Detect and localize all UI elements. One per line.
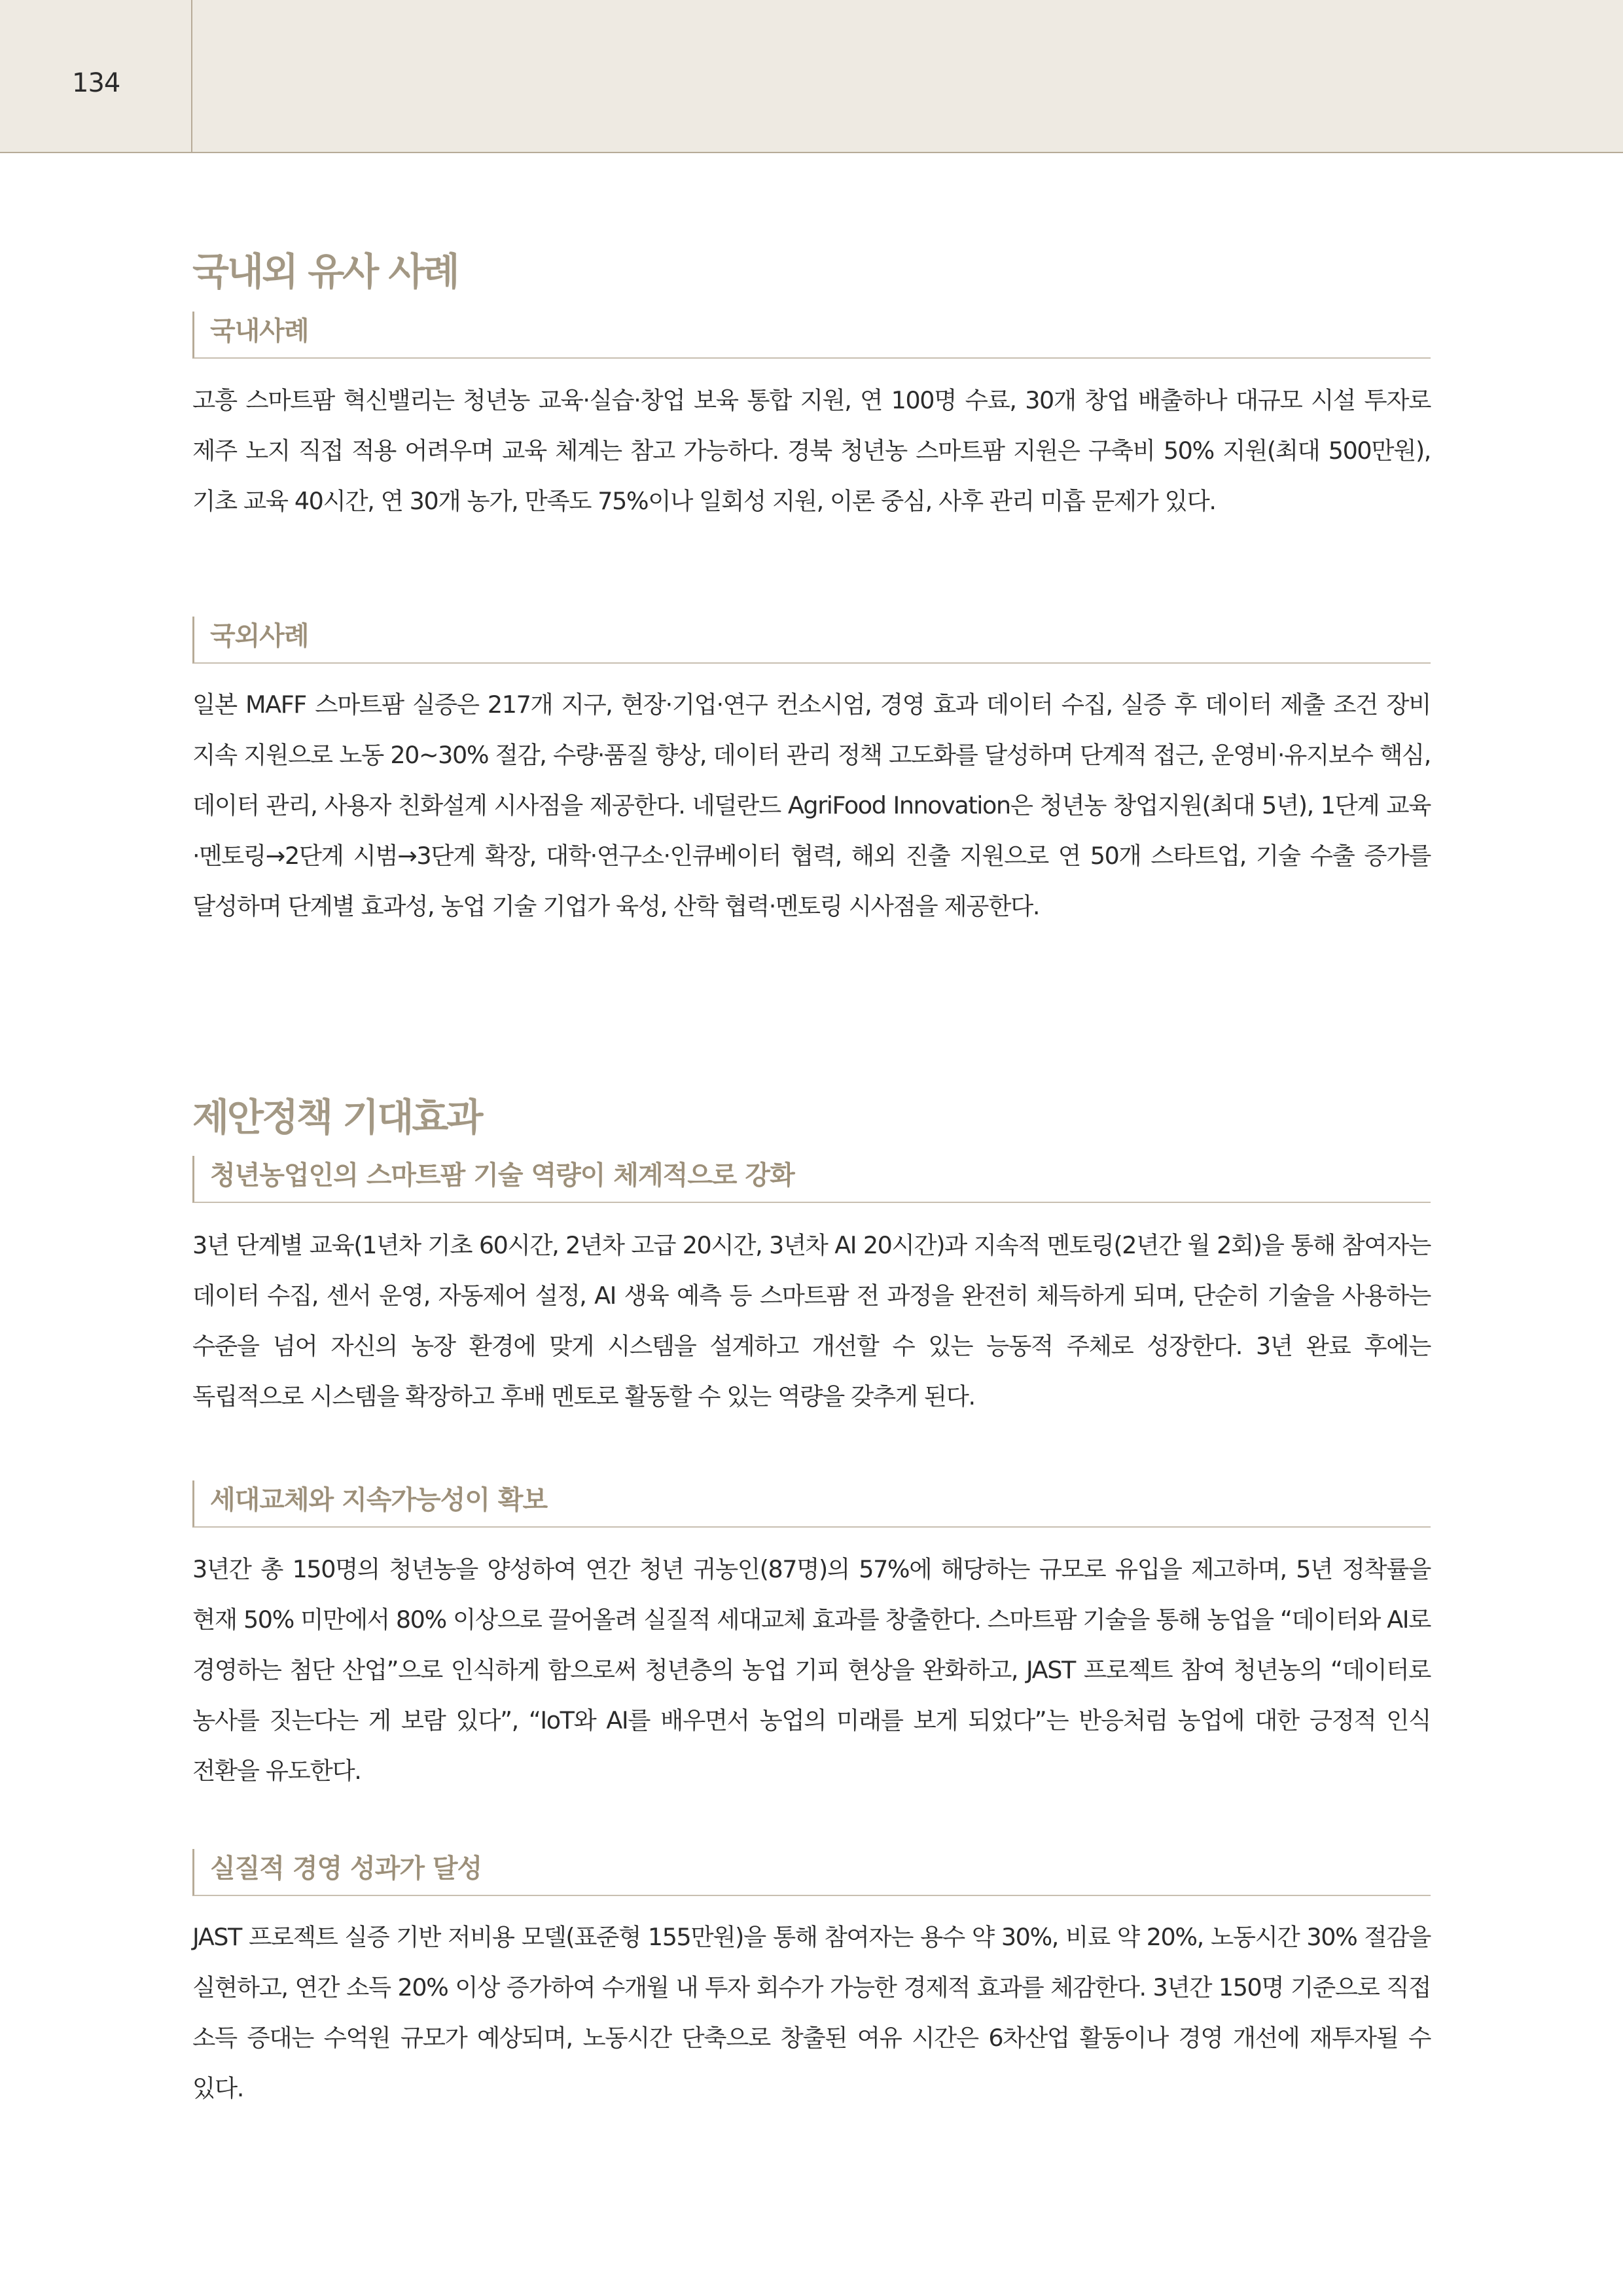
subheading-title: 국외사례 bbox=[210, 621, 309, 651]
section-heading-expected-effects: 제안정책 기대효과 bbox=[192, 1095, 482, 1139]
subheading-management-results bbox=[192, 1849, 1431, 1896]
page-header-bar bbox=[0, 0, 1623, 153]
subheading-skill-enhancement bbox=[192, 1156, 1431, 1203]
page-number: 134 bbox=[72, 68, 120, 98]
paragraph-skill-enhancement: 3년 단계별 교육(1년차 기초 60시간, 2년차 고급 20시간, 3년차 AI 20시간)과 지속적 멘토링(2년간 월 2회)을 통해 참여자는 데이터 수집, 센서 운영, 자동제어 설정, AI 생육 예측 등 스마트팜 전 과정을 완전히 체득하게 되며, 단순히 기술을 사용하는 수준을 넘어 자신의 농장 환경에 맞게 시스템을 설계하고 개선할 수 있는 능동적 주체로 성장한다. 3년 완료 후에는 독립적으로 시스템을 확장하고 후배 멘토로 활동할 수 있는 역량을 갖추게 된다. bbox=[192, 1231, 1431, 1410]
subheading-title: 실질적 경영 성과가 달성 bbox=[210, 1854, 482, 1884]
subheading-domestic-cases bbox=[192, 312, 1431, 359]
paragraph-management-results: JAST 프로젝트 실증 기반 저비용 모델(표준형 155만원)을 통해 참여자는 용수 약 30%, 비료 약 20%, 노동시간 30% 절감을 실현하고, 연간 소득 20% 이상 증가하여 수개월 내 투자 회수가 가능한 경제적 효과를 체감한다. 3년간 150명 기준으로 직접 소득 증대는 수억원 규모가 예상되며, 노동시간 단축으로 창출된 여유 시간은 6차산업 활동이나 경영 개선에 재투자될 수 있다. bbox=[192, 1923, 1431, 2102]
subheading-title: 청년농업인의 스마트팜 기술 역량이 체계적으로 강화 bbox=[210, 1160, 794, 1191]
subheading-title: 세대교체와 지속가능성이 확보 bbox=[210, 1485, 548, 1515]
subheading-overseas-cases bbox=[192, 617, 1431, 664]
paragraph-domestic-cases: 고흥 스마트팜 혁신밸리는 청년농 교육·실습·창업 보육 통합 지원, 연 100명 수료, 30개 창업 배출하나 대규모 시설 투자로 제주 노지 직접 적용 어려우며 교육 체계는 참고 가능하다. 경북 청년농 스마트팜 지원은 구축비 50% 지원(최대 500만원), 기초 교육 40시간, 연 30개 농가, 만족도 75%이나 일회성 지원, 이론 중심, 사후 관리 미흡 문제가 있다. bbox=[192, 386, 1431, 515]
paragraph-generational-change: 3년간 총 150명의 청년농을 양성하여 연간 청년 귀농인(87명)의 57%에 해당하는 규모로 유입을 제고하며, 5년 정착률을 현재 50% 미만에서 80% 이상으로 끌어올려 실질적 세대교체 효과를 창출한다. 스마트팜 기술을 통해 농업을 “데이터와 AI로 경영하는 첨단 산업”으로 인식하게 함으로써 청년층의 농업 기피 현상을 완화하고, JAST 프로젝트 참여 청년농의 “데이터로 농사를 짓는다는 게 보람 있다”, “IoT와 AI를 배우면서 농업의 미래를 보게 되었다”는 반응처럼 농업에 대한 긍정적 인식 전환을 유도한다. bbox=[192, 1555, 1431, 1785]
page-number-cell bbox=[0, 0, 192, 152]
subheading-generational-change bbox=[192, 1480, 1431, 1528]
section-heading-cases: 국내외 유사 사례 bbox=[192, 249, 458, 294]
paragraph-overseas-cases: 일본 MAFF 스마트팜 실증은 217개 지구, 현장·기업·연구 컨소시엄, 경영 효과 데이터 수집, 실증 후 데이터 제출 조건 장비 지속 지원으로 노동 20~30% 절감, 수량·품질 향상, 데이터 관리 정책 고도화를 달성하며 단계적 접근, 운영비·유지보수 핵심, 데이터 관리, 사용자 친화설계 시사점을 제공한다. 네덜란드 AgriFood Innovation은 청년농 창업지원(최대 5년), 1단계 교육·멘토링→2단계 시범→3단계 확장, 대학·연구소·인큐베이터 협력, 해외 진출 지원으로 연 50개 스타트업, 기술 수출 증가를 달성하며 단계별 효과성, 농업 기술 기업가 육성, 산학 협력·멘토링 시사점을 제공한다. bbox=[192, 691, 1431, 920]
subheading-title: 국내사례 bbox=[210, 316, 309, 346]
